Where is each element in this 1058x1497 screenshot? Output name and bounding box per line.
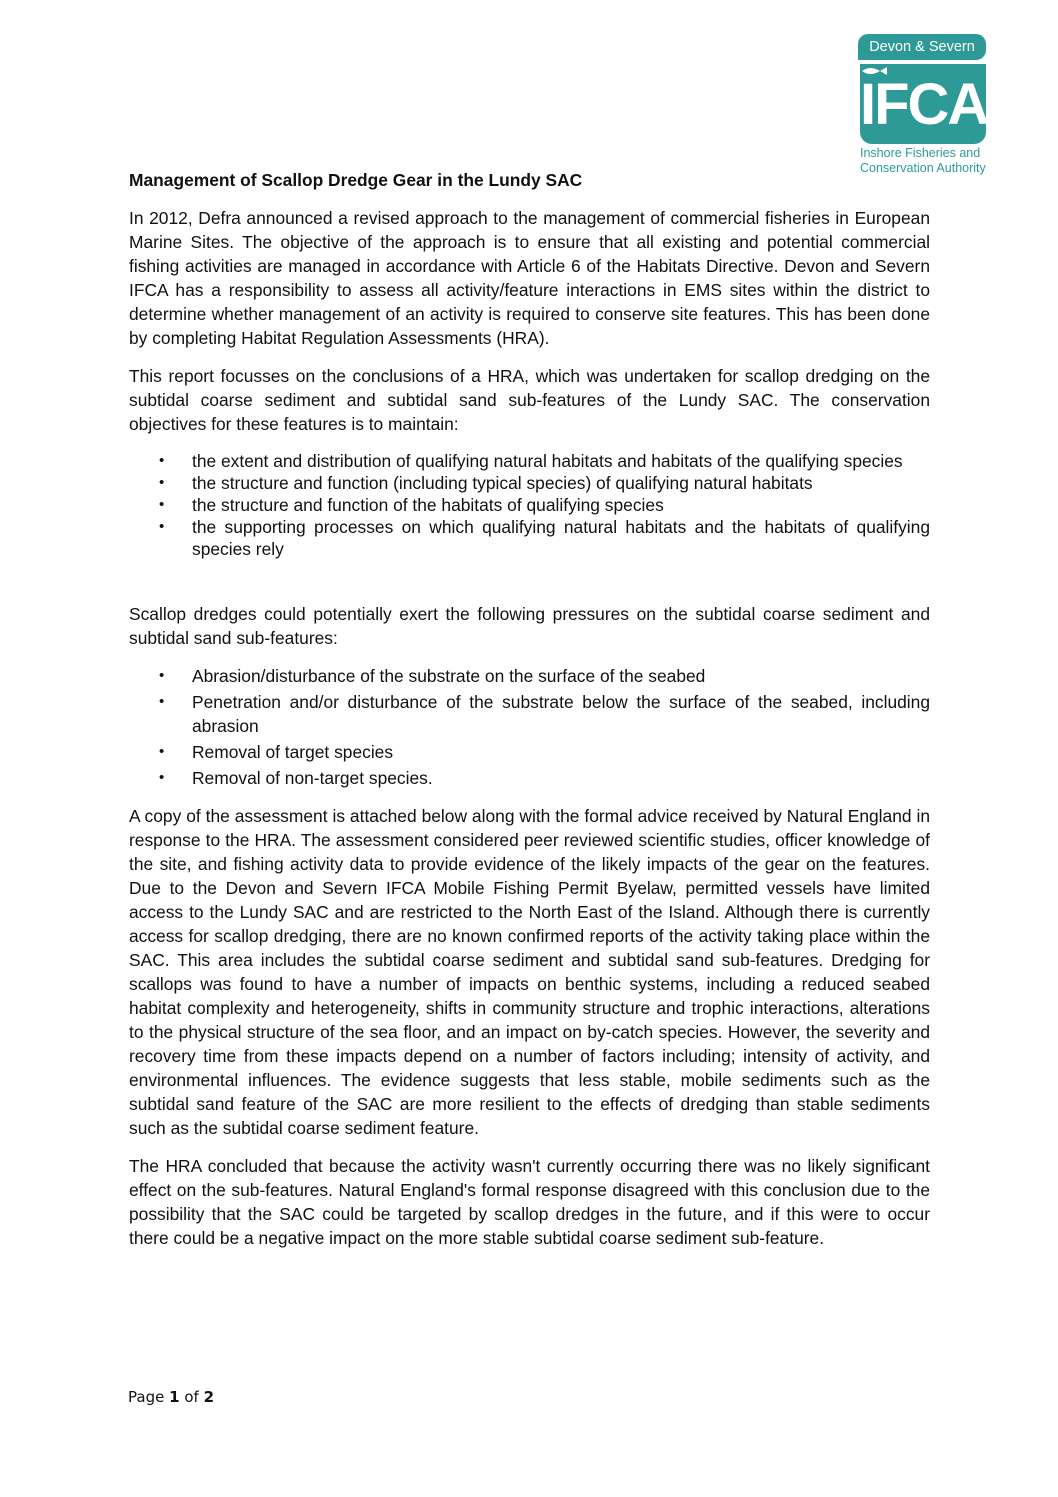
ifca-logo — [858, 34, 988, 174]
document-body — [129, 168, 930, 1264]
bullet-icon: • — [159, 743, 165, 760]
list-item: • Abrasion/disturbance of the substrate on the surface of the seabed — [159, 666, 706, 686]
list-item: • the structure and function of the habitats of qualifying species — [159, 495, 664, 515]
page-label: Page — [128, 1388, 165, 1406]
logo-main-text: IFCA — [860, 72, 988, 137]
list-item: • Removal of target species — [159, 742, 394, 762]
paragraph-intro: In 2012, Defra announced a revised approach to the management of commercial fisheries in European Marine Sites. The objective of the approach is to ensure that all existing and potential commercial fishing activities are managed in accordance with Article 6 of the Habitats Directive. Devon and Severn IFCA has a responsibility to assess all activity/feature interactions in EMS sites within the district to determine whether management of an activity is required to conserve site features. This has been done by completing Habitat Regulation Assessments (HRA). — [129, 208, 930, 348]
bullet-icon: • — [159, 474, 165, 491]
list-item: • the extent and distribution of qualifying natural habitats and habitats of the qualifying species — [159, 451, 903, 471]
paragraph-pressures: Scallop dredges could potentially exert the following pressures on the subtidal coarse sediment and subtidal sand sub-features: — [129, 604, 930, 648]
bullet-icon: • — [159, 496, 165, 513]
logo-subtitle-line2: Conservation Authority — [860, 161, 986, 175]
logo-banner: Devon & Severn — [858, 34, 986, 60]
list-item: • Penetration and/or disturbance of the substrate below the surface of the seabed, including abrasion — [159, 692, 930, 736]
document-title: Management of Scallop Dredge Gear in the Lundy SAC — [129, 170, 583, 190]
list-item: • the supporting processes on which qualifying natural habitats and the habitats of qualifying species rely — [159, 517, 930, 559]
bullet-icon: • — [159, 667, 165, 684]
conservation-objectives-list — [129, 450, 930, 560]
logo-main-block — [860, 64, 986, 144]
bullet-icon: • — [159, 769, 165, 786]
page-current: 1 — [169, 1388, 180, 1406]
bullet-icon: • — [159, 518, 165, 535]
paragraph-assessment: A copy of the assessment is attached below along with the formal advice received by Natural England in response to the HRA. The assessment considered peer reviewed scientific studies, officer knowledge of the site, and fishing activity data to provide evidence of the likely impacts of the gear on the features. Due to the Devon and Severn IFCA Mobile Fishing Permit Byelaw, permitted vessels have limited access to the Lundy SAC and are restricted to the North East of the Island. Although there is currently access for scallop dredging, there are no known confirmed reports of the activity taking place within the SAC. This area includes the subtidal coarse sediment and subtidal sand sub-features. Dredging for scallops was found to have a number of impacts on benthic systems, including a reduced seabed habitat complexity and heterogeneity, shifts in community structure and trophic interactions, alterations to the physical structure of the sea floor, and an impact on by-catch species. However, the severity and recovery time from these impacts depend on a number of factors including; intensity of activity, and environmental influences. The evidence suggests that less stable, mobile sediments such as the subtidal sand feature of the SAC are more resilient to the effects of dredging than stable sediments such as the subtidal coarse sediment feature. — [129, 806, 930, 1138]
list-item: • Removal of non-target species. — [159, 768, 433, 788]
list-item: • the structure and function (including typical species) of qualifying natural habitats — [159, 473, 813, 493]
paragraph-conclusion: The HRA concluded that because the activity wasn't currently occurring there was no likely significant effect on the sub-features. Natural England's formal response disagreed with this conclusion due to the possibility that the SAC could be targeted by scallop dredges in the future, and if this were to occur there could be a negative impact on the more stable subtidal coarse sediment sub-feature. — [129, 1156, 930, 1248]
page-number-footer — [128, 1388, 214, 1406]
of-label: of — [184, 1388, 199, 1406]
bullet-icon: • — [159, 693, 165, 710]
pressures-list — [129, 664, 930, 790]
logo-subtitle-line1: Inshore Fisheries and — [860, 146, 981, 160]
bullet-icon: • — [159, 452, 165, 469]
paragraph-report-focus: This report focusses on the conclusions of a HRA, which was undertaken for scallop dredging on the subtidal coarse sediment and subtidal sand sub-features of the Lundy SAC. The conservation objectives for these features is to maintain: — [129, 366, 930, 434]
page-total: 2 — [203, 1388, 215, 1406]
spacer — [129, 574, 930, 602]
